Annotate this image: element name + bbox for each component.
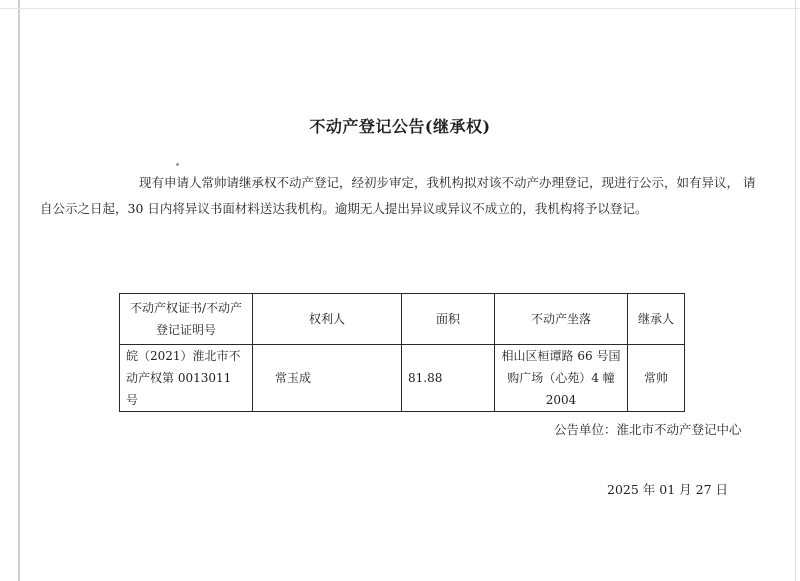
page-top-edge — [0, 8, 800, 9]
notice-title: 不动产登记公告(继承权) — [309, 117, 491, 136]
header-owner: 权利人 — [253, 294, 402, 345]
cell-owner: 常玉成 — [253, 345, 402, 412]
notice-paragraph-line-1: 现有申请人常帅请继承权不动产登记，经初步审定，我机构拟对该不动产办理登记，现进行公示，如有异议， 请 — [139, 175, 756, 190]
cell-cert-no: 皖（2021）淮北市不动产权第 0013011 号 — [120, 345, 253, 412]
table-header-row — [120, 294, 685, 345]
notice-date: 2025 年 01 月 27 日 — [607, 482, 728, 497]
page-left-edge — [18, 0, 20, 581]
page-right-edge — [795, 0, 796, 581]
cell-location: 相山区桓谭路 66 号国购广场（心苑）4 幢 2004 — [495, 345, 628, 412]
header-area: 面积 — [402, 294, 495, 345]
header-heir: 继承人 — [628, 294, 685, 345]
notice-paragraph-line-2: 自公示之日起，30 日内将异议书面材料送达我机构。逾期无人提出异议或异议不成立的，我机构将予以登记。 — [40, 201, 648, 216]
cell-area: 81.88 — [402, 345, 495, 412]
registration-table — [119, 293, 685, 412]
scan-speck — [176, 163, 179, 166]
header-cert-no: 不动产权证书/不动产登记证明号 — [120, 294, 253, 345]
issuing-unit: 公告单位：淮北市不动产登记中心 — [554, 422, 742, 437]
header-location: 不动产坐落 — [495, 294, 628, 345]
table-row — [120, 345, 685, 412]
cell-heir: 常帅 — [628, 345, 685, 412]
